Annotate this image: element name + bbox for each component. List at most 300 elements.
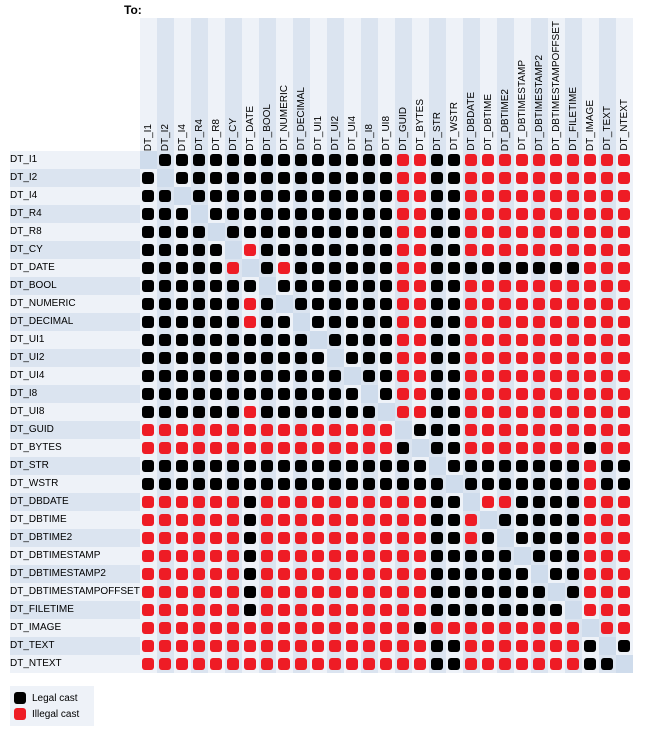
matrix-row bbox=[10, 241, 633, 259]
illegal-cast-icon bbox=[584, 586, 596, 598]
legal-cast-icon bbox=[465, 262, 477, 274]
legal-cast-icon bbox=[329, 370, 341, 382]
column-header bbox=[157, 18, 174, 151]
illegal-cast-icon bbox=[346, 604, 358, 616]
legal-cast-icon bbox=[363, 190, 375, 202]
matrix-cell bbox=[514, 169, 531, 187]
matrix-cell bbox=[446, 313, 463, 331]
matrix-cell bbox=[599, 349, 616, 367]
illegal-cast-icon bbox=[550, 244, 562, 256]
legal-cast-icon bbox=[448, 262, 460, 274]
matrix-cell bbox=[565, 259, 582, 277]
matrix-cell bbox=[157, 547, 174, 565]
matrix-cell bbox=[174, 421, 191, 439]
illegal-cast-icon bbox=[397, 280, 409, 292]
matrix-cell bbox=[395, 205, 412, 223]
matrix-cell bbox=[174, 529, 191, 547]
matrix-cell bbox=[497, 655, 514, 673]
legal-cast-icon bbox=[380, 352, 392, 364]
illegal-cast-icon bbox=[482, 658, 494, 670]
column-header bbox=[361, 18, 378, 151]
matrix-cell bbox=[514, 619, 531, 637]
matrix-cell bbox=[616, 223, 633, 241]
matrix-cell bbox=[395, 349, 412, 367]
legal-cast-icon bbox=[516, 604, 528, 616]
matrix-cell bbox=[514, 547, 531, 565]
matrix-cell bbox=[582, 439, 599, 457]
legal-cast-icon bbox=[533, 460, 545, 472]
illegal-cast-icon bbox=[584, 532, 596, 544]
matrix-cell bbox=[599, 637, 616, 655]
illegal-cast-icon bbox=[567, 370, 579, 382]
matrix-cell bbox=[514, 493, 531, 511]
row-header: DT_R4 bbox=[10, 205, 140, 223]
illegal-cast-icon bbox=[601, 280, 613, 292]
matrix-cell bbox=[225, 637, 242, 655]
illegal-cast-icon bbox=[397, 622, 409, 634]
matrix-cell bbox=[497, 601, 514, 619]
illegal-cast-icon bbox=[499, 226, 511, 238]
matrix-cell bbox=[463, 655, 480, 673]
matrix-cell bbox=[242, 223, 259, 241]
matrix-cell bbox=[514, 313, 531, 331]
illegal-cast-icon bbox=[499, 388, 511, 400]
matrix-cell bbox=[276, 565, 293, 583]
matrix-cell bbox=[616, 295, 633, 313]
matrix-cell bbox=[310, 403, 327, 421]
illegal-cast-icon bbox=[380, 550, 392, 562]
matrix-cell bbox=[480, 439, 497, 457]
matrix-cell bbox=[293, 547, 310, 565]
matrix-cell bbox=[157, 241, 174, 259]
row-header: DT_DBTIME bbox=[10, 511, 140, 529]
matrix-cell bbox=[548, 187, 565, 205]
legal-cast-icon bbox=[380, 190, 392, 202]
matrix-cell bbox=[276, 547, 293, 565]
matrix-cell bbox=[548, 295, 565, 313]
matrix-cell bbox=[378, 475, 395, 493]
legal-cast-icon bbox=[176, 154, 188, 166]
matrix-cell bbox=[157, 493, 174, 511]
illegal-cast-icon bbox=[567, 316, 579, 328]
illegal-cast-icon bbox=[210, 514, 222, 526]
matrix-cell bbox=[480, 583, 497, 601]
matrix-cell bbox=[327, 169, 344, 187]
matrix-cell bbox=[395, 295, 412, 313]
illegal-cast-icon bbox=[465, 532, 477, 544]
matrix-cell bbox=[463, 439, 480, 457]
legal-cast-icon bbox=[363, 370, 375, 382]
illegal-cast-icon bbox=[516, 640, 528, 652]
illegal-cast-icon bbox=[567, 208, 579, 220]
illegal-cast-icon bbox=[482, 172, 494, 184]
matrix-cell bbox=[480, 655, 497, 673]
matrix-cell bbox=[565, 277, 582, 295]
matrix-cell bbox=[208, 655, 225, 673]
matrix-cell bbox=[293, 367, 310, 385]
illegal-cast-icon bbox=[618, 388, 630, 400]
illegal-cast-icon bbox=[278, 424, 290, 436]
legal-cast-icon bbox=[346, 478, 358, 490]
matrix-cell bbox=[565, 295, 582, 313]
matrix-cell bbox=[395, 277, 412, 295]
illegal-cast-icon bbox=[397, 388, 409, 400]
legal-cast-icon bbox=[244, 352, 256, 364]
illegal-cast-icon bbox=[414, 208, 426, 220]
matrix-cell bbox=[599, 277, 616, 295]
column-header bbox=[429, 18, 446, 151]
legal-cast-icon bbox=[380, 316, 392, 328]
illegal-cast-icon bbox=[465, 190, 477, 202]
matrix-cell bbox=[378, 187, 395, 205]
illegal-cast-icon bbox=[244, 406, 256, 418]
legal-cast-icon bbox=[482, 550, 494, 562]
matrix-cell bbox=[208, 403, 225, 421]
matrix-cell bbox=[378, 205, 395, 223]
legal-cast-icon bbox=[346, 406, 358, 418]
matrix-cell bbox=[157, 457, 174, 475]
matrix-cell bbox=[225, 403, 242, 421]
legal-cast-icon bbox=[227, 298, 239, 310]
illegal-cast-icon bbox=[278, 640, 290, 652]
matrix-cell bbox=[140, 475, 157, 493]
matrix-cell bbox=[565, 439, 582, 457]
legal-cast-icon bbox=[448, 424, 460, 436]
matrix-cell bbox=[276, 619, 293, 637]
matrix-cell bbox=[412, 205, 429, 223]
legal-cast-icon bbox=[278, 406, 290, 418]
matrix-cell bbox=[514, 277, 531, 295]
legal-cast-icon bbox=[193, 226, 205, 238]
matrix-cell bbox=[157, 205, 174, 223]
legal-cast-icon bbox=[363, 154, 375, 166]
matrix-cell bbox=[327, 295, 344, 313]
matrix-cell bbox=[616, 565, 633, 583]
illegal-cast-icon bbox=[397, 568, 409, 580]
matrix-cell bbox=[531, 655, 548, 673]
legal-cast-icon bbox=[329, 334, 341, 346]
illegal-cast-icon bbox=[567, 190, 579, 202]
illegal-cast-icon bbox=[176, 640, 188, 652]
column-header-label: DT_DBTIMESTAMP bbox=[516, 60, 528, 151]
matrix-cell bbox=[344, 529, 361, 547]
matrix-cell bbox=[599, 331, 616, 349]
matrix-cell bbox=[140, 151, 157, 169]
illegal-cast-icon bbox=[618, 280, 630, 292]
matrix-cell bbox=[191, 457, 208, 475]
matrix-cell bbox=[548, 331, 565, 349]
illegal-cast-icon bbox=[414, 298, 426, 310]
matrix-cell bbox=[531, 583, 548, 601]
row-header: DT_TEXT bbox=[10, 637, 140, 655]
illegal-cast-icon bbox=[210, 550, 222, 562]
matrix-cell bbox=[582, 475, 599, 493]
matrix-cell bbox=[327, 241, 344, 259]
illegal-cast-icon bbox=[618, 370, 630, 382]
matrix-cell bbox=[582, 205, 599, 223]
illegal-cast-icon bbox=[601, 154, 613, 166]
legal-cast-icon bbox=[295, 352, 307, 364]
matrix-cell bbox=[208, 619, 225, 637]
matrix-cell bbox=[310, 259, 327, 277]
legal-cast-icon bbox=[278, 244, 290, 256]
legal-cast-icon bbox=[312, 478, 324, 490]
matrix-cell bbox=[412, 439, 429, 457]
matrix-cell bbox=[310, 421, 327, 439]
illegal-cast-icon bbox=[465, 622, 477, 634]
matrix-cell bbox=[582, 367, 599, 385]
illegal-cast-icon bbox=[329, 568, 341, 580]
illegal-cast-icon bbox=[567, 298, 579, 310]
legal-cast-icon bbox=[210, 334, 222, 346]
illegal-cast-icon bbox=[380, 532, 392, 544]
legal-cast-icon bbox=[159, 226, 171, 238]
matrix-cell bbox=[480, 187, 497, 205]
matrix-cell bbox=[395, 331, 412, 349]
matrix-cell bbox=[259, 583, 276, 601]
matrix-cell bbox=[276, 313, 293, 331]
matrix-cell bbox=[582, 511, 599, 529]
column-header-label: DT_FILETIME bbox=[567, 86, 579, 151]
illegal-cast-icon bbox=[601, 622, 613, 634]
legal-cast-icon bbox=[142, 208, 154, 220]
legal-cast-icon bbox=[193, 460, 205, 472]
illegal-cast-icon bbox=[618, 514, 630, 526]
legal-cast-icon bbox=[176, 262, 188, 274]
legal-cast-icon bbox=[142, 388, 154, 400]
illegal-cast-icon bbox=[363, 640, 375, 652]
illegal-cast-icon bbox=[414, 658, 426, 670]
matrix-cell bbox=[412, 403, 429, 421]
matrix-cell bbox=[157, 511, 174, 529]
matrix-cell bbox=[514, 205, 531, 223]
matrix-cell bbox=[429, 277, 446, 295]
matrix-cell bbox=[242, 655, 259, 673]
matrix-row bbox=[10, 385, 633, 403]
illegal-cast-icon bbox=[584, 244, 596, 256]
matrix-cell bbox=[616, 241, 633, 259]
legal-cast-icon bbox=[431, 352, 443, 364]
matrix-cell bbox=[531, 529, 548, 547]
legal-cast-icon bbox=[499, 604, 511, 616]
illegal-cast-icon bbox=[465, 658, 477, 670]
legal-cast-icon bbox=[346, 352, 358, 364]
illegal-cast-icon bbox=[295, 622, 307, 634]
matrix-cell bbox=[514, 655, 531, 673]
column-header-label: DT_GUID bbox=[397, 106, 409, 151]
illegal-cast-icon bbox=[516, 190, 528, 202]
legal-cast-icon bbox=[278, 208, 290, 220]
matrix-cell bbox=[531, 349, 548, 367]
matrix-cell bbox=[310, 493, 327, 511]
legal-cast-icon bbox=[295, 208, 307, 220]
matrix-cell bbox=[429, 169, 446, 187]
matrix-cell bbox=[480, 403, 497, 421]
illegal-cast-icon bbox=[499, 190, 511, 202]
matrix-cell bbox=[361, 313, 378, 331]
legal-cast-icon bbox=[431, 532, 443, 544]
matrix-cell bbox=[429, 187, 446, 205]
matrix-cell bbox=[157, 601, 174, 619]
column-header-label: DT_DECIMAL bbox=[295, 87, 307, 151]
illegal-cast-icon bbox=[261, 658, 273, 670]
cast-matrix-table bbox=[10, 18, 633, 673]
legal-cast-icon bbox=[499, 586, 511, 598]
column-header bbox=[293, 18, 310, 151]
matrix-cell bbox=[497, 223, 514, 241]
matrix-cell bbox=[242, 583, 259, 601]
column-header bbox=[531, 18, 548, 151]
legal-cast-icon bbox=[431, 208, 443, 220]
no-cast-icon bbox=[227, 244, 239, 256]
row-header: DT_DBTIMESTAMPOFFSET bbox=[10, 583, 140, 601]
no-cast-icon bbox=[193, 208, 205, 220]
matrix-cell bbox=[174, 403, 191, 421]
legal-cast-icon bbox=[193, 172, 205, 184]
illegal-cast-icon bbox=[482, 496, 494, 508]
matrix-cell bbox=[446, 475, 463, 493]
matrix-cell bbox=[140, 511, 157, 529]
illegal-cast-icon bbox=[516, 406, 528, 418]
illegal-cast-icon bbox=[210, 622, 222, 634]
illegal-cast-icon bbox=[176, 424, 188, 436]
legal-cast-icon bbox=[363, 244, 375, 256]
matrix-cell bbox=[599, 313, 616, 331]
illegal-cast-icon bbox=[550, 352, 562, 364]
illegal-cast-icon bbox=[601, 550, 613, 562]
illegal-cast-icon bbox=[533, 352, 545, 364]
illegal-cast-icon bbox=[550, 172, 562, 184]
illegal-cast-icon bbox=[397, 334, 409, 346]
matrix-cell bbox=[174, 205, 191, 223]
matrix-row bbox=[10, 475, 633, 493]
illegal-cast-icon bbox=[397, 154, 409, 166]
column-header bbox=[480, 18, 497, 151]
matrix-cell bbox=[378, 349, 395, 367]
matrix-cell bbox=[582, 493, 599, 511]
matrix-cell bbox=[191, 565, 208, 583]
illegal-cast-icon bbox=[142, 514, 154, 526]
matrix-cell bbox=[395, 403, 412, 421]
illegal-cast-icon bbox=[397, 352, 409, 364]
illegal-cast-icon bbox=[295, 568, 307, 580]
matrix-cell bbox=[327, 565, 344, 583]
matrix-cell bbox=[429, 583, 446, 601]
matrix-cell bbox=[140, 619, 157, 637]
illegal-cast-icon bbox=[414, 388, 426, 400]
legal-cast-icon bbox=[414, 424, 426, 436]
legal-cast-icon bbox=[618, 478, 630, 490]
matrix-cell bbox=[208, 511, 225, 529]
matrix-cell bbox=[310, 565, 327, 583]
legal-cast-icon bbox=[278, 190, 290, 202]
legal-cast-icon bbox=[448, 388, 460, 400]
matrix-cell bbox=[395, 385, 412, 403]
legal-cast-icon bbox=[227, 460, 239, 472]
matrix-cell bbox=[327, 385, 344, 403]
illegal-cast-icon bbox=[465, 172, 477, 184]
matrix-row bbox=[10, 529, 633, 547]
illegal-cast-icon bbox=[193, 550, 205, 562]
legal-cast-icon bbox=[346, 244, 358, 256]
legal-cast-icon bbox=[448, 496, 460, 508]
matrix-cell bbox=[446, 367, 463, 385]
legal-cast-icon bbox=[312, 280, 324, 292]
matrix-cell bbox=[429, 655, 446, 673]
legal-cast-icon bbox=[431, 496, 443, 508]
matrix-cell bbox=[497, 529, 514, 547]
matrix-cell bbox=[259, 403, 276, 421]
matrix-cell bbox=[412, 385, 429, 403]
matrix-cell bbox=[446, 295, 463, 313]
illegal-cast-icon bbox=[499, 658, 511, 670]
legal-cast-icon bbox=[261, 226, 273, 238]
legal-cast-icon bbox=[346, 172, 358, 184]
illegal-cast-icon bbox=[567, 388, 579, 400]
matrix-cell bbox=[140, 313, 157, 331]
matrix-cell bbox=[208, 187, 225, 205]
matrix-cell bbox=[259, 313, 276, 331]
legal-cast-icon bbox=[210, 280, 222, 292]
matrix-cell bbox=[565, 529, 582, 547]
matrix-cell bbox=[259, 385, 276, 403]
matrix-cell bbox=[327, 403, 344, 421]
legal-cast-icon bbox=[431, 172, 443, 184]
matrix-cell bbox=[548, 583, 565, 601]
illegal-cast-icon bbox=[210, 604, 222, 616]
matrix-cell bbox=[480, 367, 497, 385]
illegal-cast-icon bbox=[159, 658, 171, 670]
matrix-cell bbox=[174, 583, 191, 601]
matrix-cell bbox=[463, 493, 480, 511]
illegal-cast-icon bbox=[380, 586, 392, 598]
matrix-row bbox=[10, 565, 633, 583]
matrix-cell bbox=[276, 367, 293, 385]
matrix-cell bbox=[225, 169, 242, 187]
matrix-cell bbox=[174, 295, 191, 313]
legal-cast-icon bbox=[142, 406, 154, 418]
legal-cast-icon bbox=[567, 550, 579, 562]
matrix-cell bbox=[225, 493, 242, 511]
matrix-cell bbox=[412, 457, 429, 475]
illegal-cast-icon bbox=[295, 442, 307, 454]
legal-cast-icon bbox=[448, 190, 460, 202]
matrix-cell bbox=[191, 295, 208, 313]
matrix-cell bbox=[208, 169, 225, 187]
matrix-cell bbox=[582, 313, 599, 331]
legal-cast-icon bbox=[363, 352, 375, 364]
illegal-cast-icon bbox=[584, 334, 596, 346]
matrix-cell bbox=[497, 619, 514, 637]
matrix-cell bbox=[208, 349, 225, 367]
illegal-cast-icon bbox=[397, 406, 409, 418]
illegal-cast-icon bbox=[278, 658, 290, 670]
column-header bbox=[548, 18, 565, 151]
row-header: DT_UI8 bbox=[10, 403, 140, 421]
matrix-cell bbox=[140, 187, 157, 205]
matrix-cell bbox=[531, 187, 548, 205]
matrix-cell bbox=[157, 295, 174, 313]
matrix-cell bbox=[480, 295, 497, 313]
illegal-cast-icon bbox=[295, 550, 307, 562]
matrix-cell bbox=[140, 655, 157, 673]
matrix-cell bbox=[259, 457, 276, 475]
matrix-cell bbox=[344, 223, 361, 241]
legal-cast-icon bbox=[261, 334, 273, 346]
matrix-cell bbox=[446, 277, 463, 295]
matrix-cell bbox=[463, 313, 480, 331]
legal-cast-icon bbox=[414, 460, 426, 472]
